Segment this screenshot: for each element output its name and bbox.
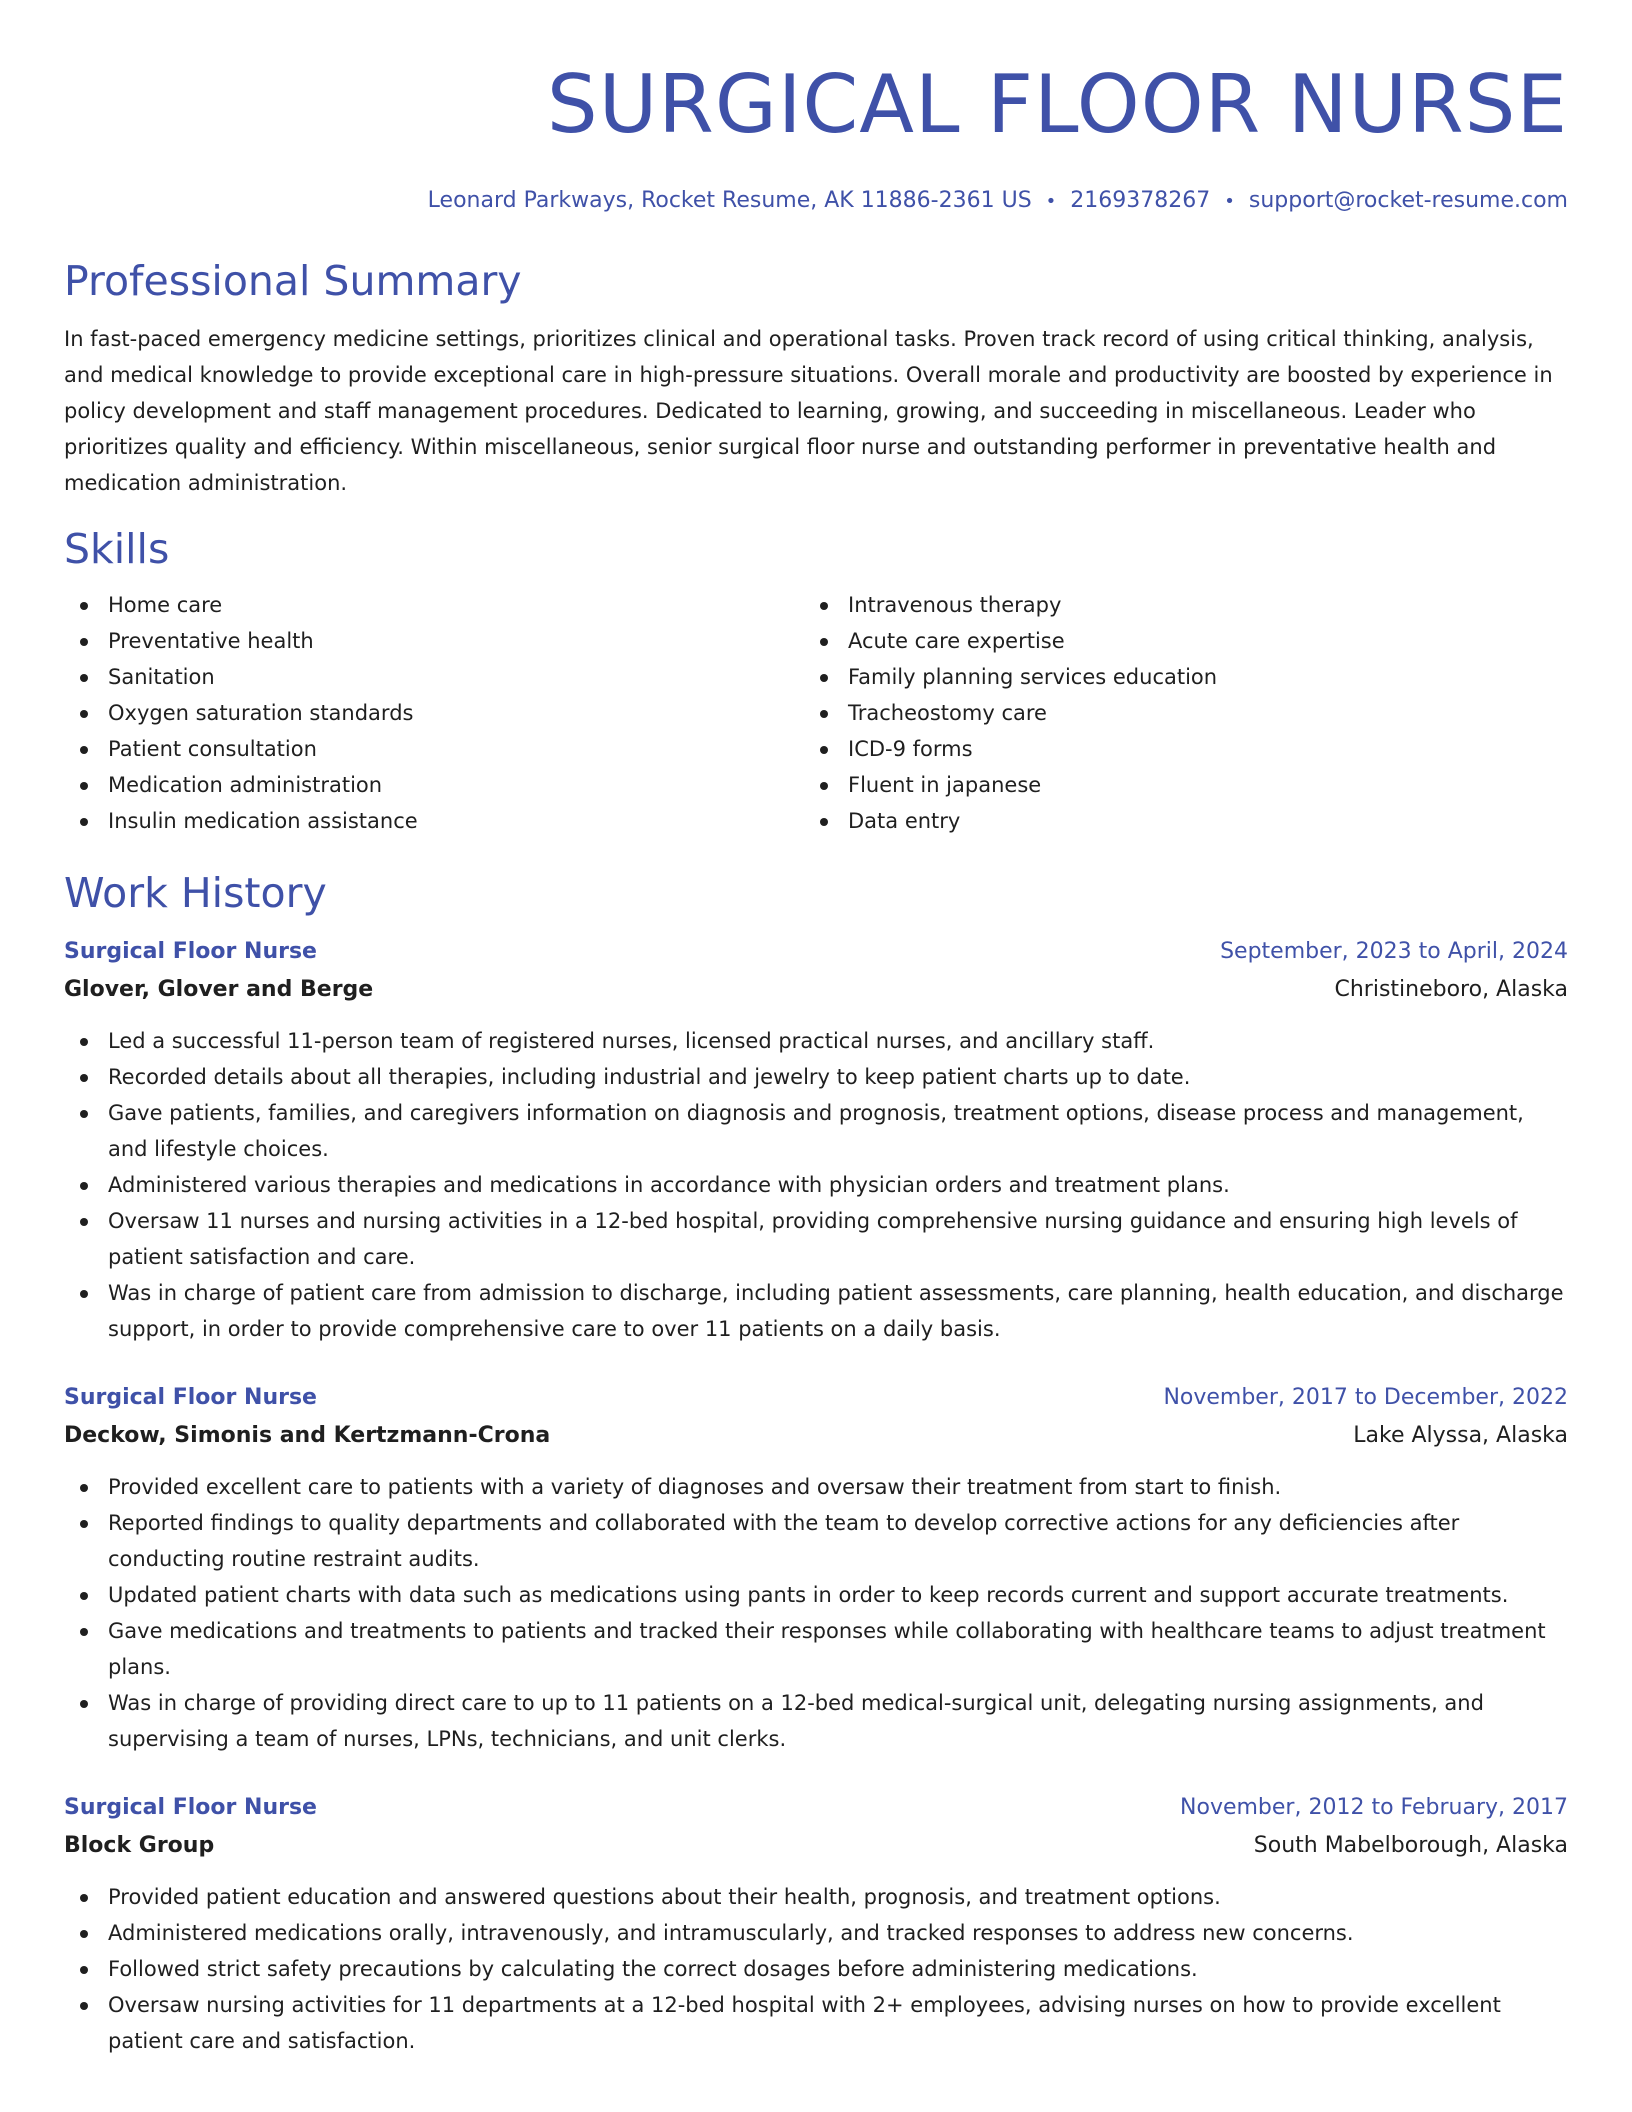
job-company-row xyxy=(64,971,1568,1009)
job-bullet: Was in charge of providing direct care to up to 11 patients on a 12-bed medical-surgical unit, delegating nursing assignments, and supervising a team of nurses, LPNs, technicians, and unit clerks. xyxy=(64,1685,1568,1757)
skill-item: Oxygen saturation standards xyxy=(64,695,804,731)
contact-address: Leonard Parkways, Rocket Resume, AK 11886-2361 US xyxy=(427,188,1032,213)
skill-item: Sanitation xyxy=(64,659,804,695)
professional-summary-section xyxy=(64,255,1568,501)
job-location: Lake Alyssa, Alaska xyxy=(1353,1423,1568,1448)
candidate-name: SURGICAL FLOOR NURSE xyxy=(546,58,1568,151)
job-dates: November, 2012 to February, 2017 xyxy=(1180,1795,1568,1820)
skills-grid xyxy=(64,587,1568,839)
skill-item: Preventative health xyxy=(64,623,804,659)
job-bullet: Led a successful 11-person team of registered nurses, licensed practical nurses, and ancillary staff. xyxy=(64,1023,1568,1059)
summary-text: In fast-paced emergency medicine settings, prioritizes clinical and operational tasks. Proven track record of using critical thinking, analysis, and medical knowledge to provide exceptional care in high-pressure situations. Overall morale and productivity are boosted by experience in policy development and staff management procedures. Dedicated to learning, growing, and succeeding in miscellaneous. Leader who prioritizes quality and efficiency. Within miscellaneous, senior surgical floor nurse and outstanding performer in preventative health and medication administration. xyxy=(64,327,1553,495)
skill-item: Tracheostomy care xyxy=(804,695,1544,731)
job-title-row xyxy=(64,1379,1568,1417)
job-bullet: Oversaw 11 nurses and nursing activities in a 12-bed hospital, providing comprehensive nursing guidance and ensuring high levels of patient satisfaction and care. xyxy=(64,1203,1568,1275)
section-title-summary: Professional Summary xyxy=(64,257,522,305)
job-bullet: Provided patient education and answered questions about their health, prognosis, and treatment options. xyxy=(64,1879,1568,1915)
job-bullets xyxy=(64,1879,1568,2059)
job-title-row xyxy=(64,933,1568,971)
job-location: South Mabelborough, Alaska xyxy=(1253,1833,1568,1858)
job-bullet: Administered various therapies and medications in accordance with physician orders and treatment plans. xyxy=(64,1167,1568,1203)
job-title: Surgical Floor Nurse xyxy=(64,939,317,964)
work-history-section xyxy=(64,867,1568,2059)
job-bullet: Administered medications orally, intravenously, and intramuscularly, and tracked responses to address new concerns. xyxy=(64,1915,1568,1951)
job-bullet: Was in charge of patient care from admission to discharge, including patient assessments, care planning, health education, and discharge support, in order to provide comprehensive care to over 11 patients on a daily basis. xyxy=(64,1275,1568,1347)
job-company-row xyxy=(64,1827,1568,1865)
job-title: Surgical Floor Nurse xyxy=(64,1795,317,1820)
skill-item: ICD-9 forms xyxy=(804,731,1544,767)
skill-item: Intravenous therapy xyxy=(804,587,1544,623)
job-company: Glover, Glover and Berge xyxy=(64,977,374,1002)
skill-item: Medication administration xyxy=(64,767,804,803)
skill-item: Fluent in japanese xyxy=(804,767,1544,803)
skill-item: Acute care expertise xyxy=(804,623,1544,659)
contact-email: support@rocket-resume.com xyxy=(1248,188,1568,213)
skill-item: Home care xyxy=(64,587,804,623)
contact-separator: • xyxy=(1224,191,1235,212)
job-bullet: Recorded details about all therapies, including industrial and jewelry to keep patient charts up to date. xyxy=(64,1059,1568,1095)
skills-column-right xyxy=(804,587,1544,839)
job-bullet: Reported findings to quality departments and collaborated with the team to develop corrective actions for any deficiencies after conducting routine restraint audits. xyxy=(64,1505,1568,1577)
section-title-skills: Skills xyxy=(64,525,170,573)
job-company: Deckow, Simonis and Kertzmann-Crona xyxy=(64,1423,551,1448)
skill-item: Data entry xyxy=(804,803,1544,839)
contact-phone: 2169378267 xyxy=(1070,188,1211,213)
resume-header xyxy=(64,58,1568,217)
job-bullet: Updated patient charts with data such as medications using pants in order to keep records current and support accurate treatments. xyxy=(64,1577,1568,1613)
job-location: Christineboro, Alaska xyxy=(1334,977,1568,1002)
job-bullet: Followed strict safety precautions by calculating the correct dosages before administering medications. xyxy=(64,1951,1568,1987)
skill-item: Family planning services education xyxy=(804,659,1544,695)
job-bullet: Provided excellent care to patients with a variety of diagnoses and oversaw their treatment from start to finish. xyxy=(64,1469,1568,1505)
job-bullet: Gave patients, families, and caregivers information on diagnosis and prognosis, treatment options, disease process and management, and lifestyle choices. xyxy=(64,1095,1568,1167)
job-bullet: Oversaw nursing activities for 11 departments at a 12-bed hospital with 2+ employees, advising nurses on how to provide excellent patient care and satisfaction. xyxy=(64,1987,1568,2059)
job-company: Block Group xyxy=(64,1833,215,1858)
skills-section xyxy=(64,523,1568,839)
job-entry xyxy=(64,1379,1568,1757)
skill-item: Patient consultation xyxy=(64,731,804,767)
contact-separator: • xyxy=(1045,191,1057,212)
skills-column-left xyxy=(64,587,804,839)
job-title: Surgical Floor Nurse xyxy=(64,1385,317,1410)
job-bullets xyxy=(64,1469,1568,1757)
job-title-row xyxy=(64,1789,1568,1827)
job-entry xyxy=(64,1789,1568,2059)
job-dates: November, 2017 to December, 2022 xyxy=(1163,1385,1568,1410)
job-entry xyxy=(64,933,1568,1347)
job-bullets xyxy=(64,1023,1568,1347)
job-bullet: Gave medications and treatments to patients and tracked their responses while collaborating with healthcare teams to adjust treatment plans. xyxy=(64,1613,1568,1685)
job-dates: September, 2023 to April, 2024 xyxy=(1220,939,1568,964)
section-title-work: Work History xyxy=(64,869,327,917)
job-company-row xyxy=(64,1417,1568,1455)
contact-line xyxy=(64,186,1568,217)
skill-item: Insulin medication assistance xyxy=(64,803,804,839)
